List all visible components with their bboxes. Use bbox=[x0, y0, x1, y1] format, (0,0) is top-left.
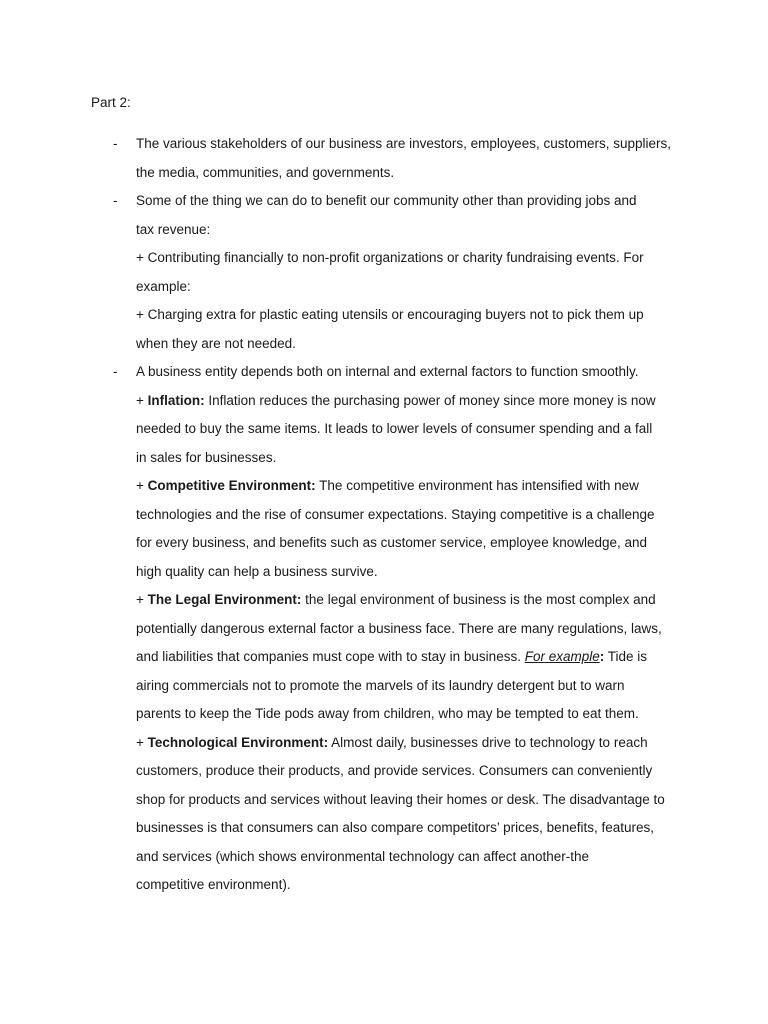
text-line: shop for products and services without leaving their homes or desk. The disadvantage to bbox=[136, 791, 665, 807]
factor-text: Inflation reduces the purchasing power of money since more money is now bbox=[204, 392, 656, 408]
factor-prefix: + bbox=[136, 392, 148, 408]
text-line: needed to buy the same items. It leads to lower levels of consumer spending and a fall bbox=[136, 421, 653, 436]
text-line: The various stakeholders of our business are investors, employees, customers, suppliers, bbox=[136, 136, 671, 151]
factor-competitive bbox=[136, 472, 680, 501]
text-line: example: bbox=[136, 278, 191, 294]
text-line: in sales for businesses. bbox=[136, 449, 277, 465]
text-line: high quality can help a business survive. bbox=[136, 563, 378, 579]
text-line: airing commercials not to promote the marvels of its laundry detergent but to warn bbox=[136, 677, 625, 693]
factor-inflation bbox=[136, 387, 680, 416]
text-line: competitive environment). bbox=[136, 877, 291, 892]
factor-legal bbox=[136, 586, 680, 615]
bullet-dash: - bbox=[113, 136, 118, 151]
example-colon: : bbox=[599, 649, 605, 664]
factor-prefix: + bbox=[136, 478, 148, 493]
bullet-list bbox=[0, 130, 768, 900]
text-line: potentially dangerous external factor a business face. There are many regulations, laws, bbox=[136, 620, 662, 636]
factor-text: The competitive environment has intensified with new bbox=[315, 478, 639, 493]
bullet-dash: - bbox=[113, 193, 118, 208]
text-segment: Tide is bbox=[604, 649, 648, 664]
factor-term: The Legal Environment: bbox=[147, 592, 302, 607]
factor-term: Competitive Environment: bbox=[147, 478, 316, 493]
text-line: the media, communities, and governments. bbox=[136, 164, 395, 180]
section-heading: Part 2: bbox=[91, 95, 131, 110]
factor-text: the legal environment of business is the most complex and bbox=[301, 592, 656, 607]
text-line: parents to keep the Tide pods away from children, who may be tempted to eat them. bbox=[136, 706, 639, 721]
factor-term: Inflation: bbox=[147, 392, 205, 408]
list-item-stakeholders bbox=[0, 130, 768, 187]
text-line: + Contributing financially to non-profit organizations or charity fundraising events. For bbox=[136, 250, 644, 265]
text-line: tax revenue: bbox=[136, 221, 211, 237]
text-line: businesses is that consumers can also compare competitors’ prices, benefits, features, bbox=[136, 820, 654, 835]
text-line: + Charging extra for plastic eating utensils or encouraging buyers not to pick them up bbox=[136, 307, 644, 322]
text-line: Some of the thing we can do to benefit our community other than providing jobs and bbox=[136, 193, 637, 208]
text-line: A business entity depends both on internal and external factors to function smoothly. bbox=[136, 364, 639, 379]
factor-technological bbox=[136, 729, 680, 758]
factor-prefix: + bbox=[136, 592, 148, 607]
list-item-community-benefits bbox=[0, 187, 768, 358]
factor-term: Technological Environment: bbox=[147, 734, 329, 750]
bullet-dash: - bbox=[113, 364, 118, 379]
text-line-with-example bbox=[136, 643, 680, 672]
text-line: customers, produce their products, and provide services. Consumers can conveniently bbox=[136, 763, 653, 778]
list-item-external-factors bbox=[0, 358, 768, 900]
factor-prefix: + bbox=[136, 734, 148, 750]
text-segment: and liabilities that companies must cope with to stay in business. bbox=[136, 649, 525, 664]
text-line: technologies and the rise of consumer expectations. Staying competitive is a challenge bbox=[136, 506, 655, 522]
factor-text: Almost daily, businesses drive to technology to reach bbox=[328, 734, 648, 750]
example-label: For example bbox=[524, 649, 600, 664]
text-line: when they are not needed. bbox=[136, 335, 296, 351]
text-line: for every business, and benefits such as customer service, employee knowledge, and bbox=[136, 535, 648, 550]
text-line: and services (which shows environmental technology can affect another-the bbox=[136, 848, 590, 864]
